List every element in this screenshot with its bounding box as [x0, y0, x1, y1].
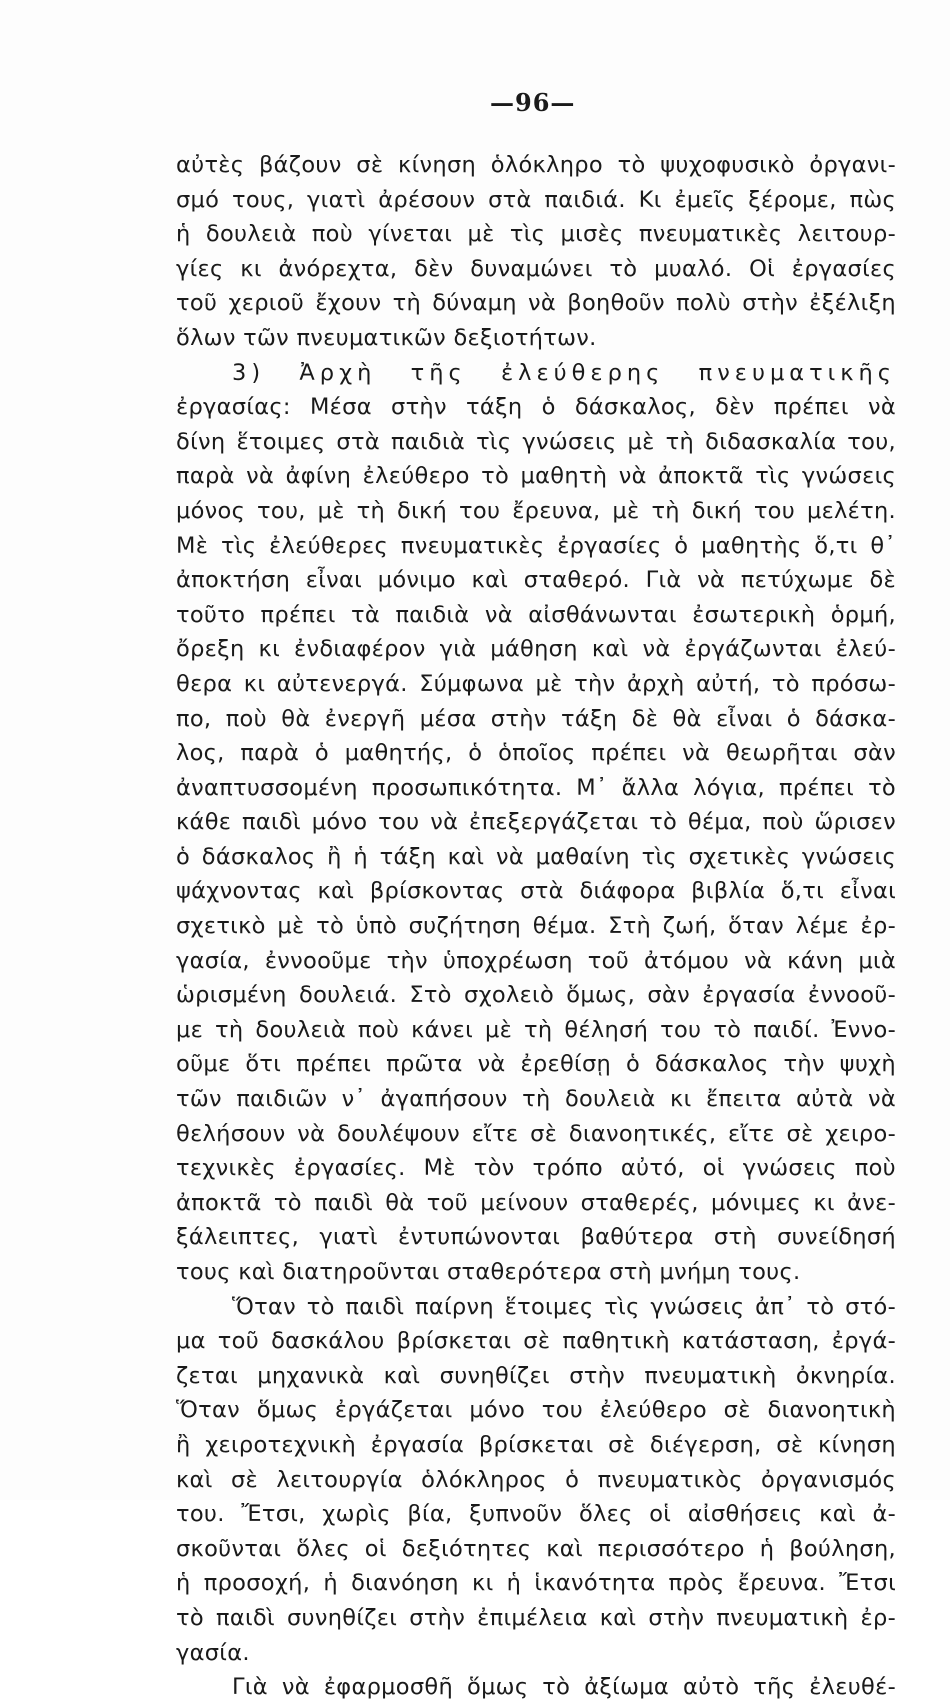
text-line: Ὅταν τὸ παιδὶ παίρνη ἕτοιμες τὶς γνώσεις ἀπ᾿ τὸ στό- — [232, 1293, 896, 1320]
text-line: τοῦτο πρέπει τὰ παιδιὰ νὰ αἰσθάνωνται ἐσωτερικὴ ὁρμή, — [176, 601, 896, 628]
text-line: τεχνικὲς ἐργασίες. Μὲ τὸν τρόπο αὐτό, οἱ γνώσεις ποὺ — [176, 1155, 896, 1182]
text-line: γασία, ἐννοοῦμε τὴν ὑποχρέωση τοῦ ἀτόμου νὰ κάνη μιὰ — [176, 947, 896, 974]
text-line: μόνος του, μὲ τὴ δική του ἔρευνα, μὲ τὴ δική του μελέτη. — [176, 497, 896, 524]
text-line: θελήσουν νὰ δουλέψουν εἴτε σὲ διανοητικές, εἴτε σὲ χειρο- — [176, 1120, 896, 1147]
text-line: Μὲ τὶς ἐλεύθερες πνευματικὲς ἐργασίες ὁ μαθητὴς ὅ,τι θ᾿ — [176, 532, 896, 559]
text-line: ὡρισμένη δουλειά. Στὸ σχολειὸ ὅμως, σὰν ἐργασία ἐννοοῦ- — [176, 982, 896, 1009]
text-line: Γιὰ νὰ ἐφαρμοσθῆ ὅμως τὸ ἀξίωμα αὐτὸ τῆς ἐλευθέ- — [232, 1674, 896, 1701]
text-line: ἡ προσοχή, ἡ διανόηση κι ἡ ἱκανότητα πρὸς ἔρευνα. Ἔτσι — [176, 1570, 896, 1597]
text-line: τὸ παιδὶ συνηθίζει στὴν ἐπιμέλεια καὶ στὴν πνευματικὴ ἐρ- — [176, 1604, 896, 1631]
text-line: ζεται μηχανικὰ καὶ συνηθίζει στὴν πνευματικὴ ὀκνηρία. — [176, 1362, 896, 1389]
text-line: οῦμε ὅτι πρέπει πρῶτα νὰ ἐρεθίσῃ ὁ δάσκαλος τὴν ψυχὴ — [176, 1051, 896, 1078]
text-line: παρὰ νὰ ἀφίνη ἐλεύθερο τὸ μαθητὴ νὰ ἀποκτᾶ τὶς γνώσεις — [176, 463, 896, 490]
text-line: τους καὶ διατηροῦνται σταθερότερα στὴ μνήμη τους. — [176, 1259, 801, 1285]
text-line: πο, ποὺ θὰ ἐνεργῆ μέσα στὴν τάξη δὲ θὰ εἶναι ὁ δάσκα- — [176, 705, 896, 732]
text-line: τῶν παιδιῶν ν᾿ ἀγαπήσουν τὴ δουλειὰ κι ἔπειτα αὐτὰ νὰ — [176, 1086, 896, 1113]
text-line: σχετικὸ μὲ τὸ ὑπὸ συζήτηση θέμα. Στὴ ζωή, ὅταν λέμε ἐρ- — [176, 913, 896, 940]
text-line: καὶ σὲ λειτουργία ὁλόκληρος ὁ πνευματικὸς ὀργανισμός — [176, 1466, 896, 1493]
text-line: μα τοῦ δασκάλου βρίσκεται σὲ παθητικὴ κατάσταση, ἐργά- — [176, 1328, 896, 1355]
text-line: θερα κι αὐτενεργά. Σύμφωνα μὲ τὴν ἀρχὴ αὐτή, τὸ πρόσω- — [176, 670, 896, 697]
text-line: γίες κι ἀνόρεχτα, δὲν δυναμώνει τὸ μυαλό. Οἱ ἐργασίες — [176, 255, 896, 282]
text-line: ἀποκτήση εἶναι μόνιμο καὶ σταθερό. Γιὰ νὰ πετύχωμε δὲ — [176, 567, 896, 594]
text-line: σμό τους, γιατὶ ἀρέσουν στὰ παιδιά. Κι ἐμεῖς ξέρομε, πὼς — [176, 186, 896, 213]
text-line: γασία. — [176, 1639, 250, 1666]
text-line: ξάλειπτες, γιατὶ ἐντυπώνονται βαθύτερα στὴ συνείδησή — [176, 1224, 896, 1251]
text-line: ἐργασίας: Μέσα στὴν τάξη ὁ δάσκαλος, δὲν πρέπει νὰ — [176, 394, 896, 421]
text-line: κάθε παιδὶ μόνο του νὰ ἐπεξεργάζεται τὸ θέμα, ποὺ ὥρισεν — [176, 809, 896, 836]
body-text — [176, 148, 896, 1705]
text-line: δίνη ἕτοιμες στὰ παιδιὰ τὶς γνώσεις μὲ τὴ διδασκαλία του, — [176, 428, 896, 455]
page-number: —96— — [490, 88, 576, 117]
text-line: ἡ δουλειὰ ποὺ γίνεται μὲ τὶς μισὲς πνευματικὲς λειτουρ- — [176, 221, 896, 248]
text-line: με τὴ δουλειὰ ποὺ κάνει μὲ τὴ θέλησή του τὸ παιδί. Ἐννο- — [176, 1016, 896, 1043]
text-line: ἀποκτᾶ τὸ παιδὶ θὰ τοῦ μείνουν σταθερές, μόνιμες κι ἀνε- — [176, 1189, 896, 1216]
text-line: λος, παρὰ ὁ μαθητής, ὁ ὁποῖος πρέπει νὰ θεωρῆται σὰν — [176, 740, 896, 767]
text-line: σκοῦνται ὅλες οἱ δεξιότητες καὶ περισσότερο ἡ βούληση, — [176, 1535, 896, 1562]
text-line: ὁ δάσκαλος ἢ ἡ τάξη καὶ νὰ μαθαίνη τὶς σχετικὲς γνώσεις — [176, 843, 896, 870]
text-line: ψάχνοντας καὶ βρίσκοντας στὰ διάφορα βιβλία ὅ,τι εἶναι — [176, 878, 896, 905]
text-line: ἀναπτυσσομένη προσωπικότητα. Μ᾿ ἄλλα λόγια, πρέπει τὸ — [176, 774, 896, 801]
text-line: τοῦ χεριοῦ ἔχουν τὴ δύναμη νὰ βοηθοῦν πολὺ στὴν ἐξέλιξη — [176, 290, 896, 317]
text-line: ὅλων τῶν πνευματικῶν δεξιοτήτων. — [176, 324, 597, 351]
text-line: αὐτὲς βάζουν σὲ κίνηση ὁλόκληρο τὸ ψυχοφυσικὸ ὀργανι- — [176, 152, 896, 178]
text-line: του. Ἔτσι, χωρὶς βία, ξυπνοῦν ὅλες οἱ αἰσθήσεις καὶ ἀ- — [176, 1501, 896, 1528]
section-heading-line: 3) Ἀρχὴ τῆς ἐλεύθερης πνευματικῆς — [232, 359, 896, 386]
text-line: Ὅταν ὅμως ἐργάζεται μόνο του ἐλεύθερο σὲ διανοητικὴ — [176, 1397, 896, 1424]
text-line: ὄρεξη κι ἐνδιαφέρον γιὰ μάθηση καὶ νὰ ἐργάζωνται ἐλεύ- — [176, 636, 896, 663]
text-line: ἢ χειροτεχνικὴ ἐργασία βρίσκεται σὲ διέγερση, σὲ κίνηση — [176, 1431, 896, 1458]
